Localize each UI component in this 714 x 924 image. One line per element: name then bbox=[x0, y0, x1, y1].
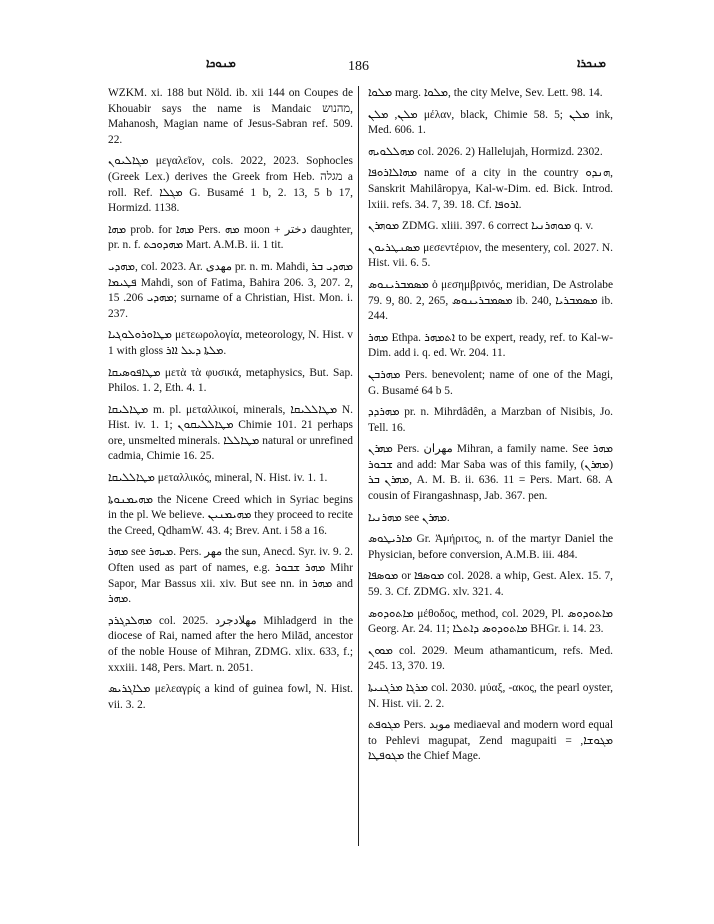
column-divider bbox=[358, 86, 359, 846]
dictionary-entry: ܡܘܘܢ col. 2029. Meum athamanticum, refs. Med. 245. 13, 370. 19. bbox=[368, 644, 613, 673]
dictionary-entry: ܡܗܪܢ Pers. مهران Mihran, a family name. See ܡܗܪ ܫܒܘܪ and add: Mar Saba was of this family, (ܡܗܪܢ) ܡܗܪܢ ܒܪ, A. M. B. ii. 636. 11 = Pers. Mart. 68. A cousin of Firangashnasp, Jab. 367. pen. bbox=[368, 443, 613, 503]
page-header bbox=[108, 56, 606, 80]
dictionary-entry: ܡܐܬܘܕܘܣ μέθοδος, method, col. 2029, Pl. ܡܐܬܘܕܘܣ Georg. Ar. 24. 11; ܡܐܬܘܕܘܣ ܕܐܬܠܐ BHGr. i. 14. 23. bbox=[368, 607, 613, 636]
dictionary-entry: ܡܗܠܕܓܪܕ col. 2025. مهلادجرد Mihladgerd in the diocese of Rai, named after the hero Milād, ancestor of the noble House of Mihran, ZDMG. xlix. 633, f.; xxxiii. 148, Pers. Mart. n. 2051. bbox=[108, 614, 353, 674]
dictionary-entry: ܡܣܢܛܪܝܘܢ μεσεντέριον, the mesentery, col. 2027. N. Hist. vii. 6. 5. bbox=[368, 241, 613, 270]
dictionary-entry: ܡܓܘܦܬ Pers. موبد mediaeval and modern word equal to Pehlevi magupat, Zend magupaiti = ܡܓܘܫܐ, ܡܓܘܦܛܐ the Chief Mage. bbox=[368, 719, 613, 763]
dictionary-entry: WZKM. xi. 188 but Nöld. ib. xii 144 on Coupes de Khouabir says the name is Mandaic מהנוש, Mahanosh, Magian name of Jesus-Sabran ref. 509. 22. bbox=[108, 87, 353, 146]
dictionary-entry: ܡܪܓܐ ܡܪܓܢܝܬܐ col. 2030. μύαξ, -ακος, the pearl oyster, N. Hist. vii. 2. 2. bbox=[368, 682, 614, 710]
dictionary-entry: ܡܗܐ prob. for ܡܗܐ Pers. ܡܗ moon + دختر daughter, pr. n. f. ܡܗܕܘܟܬ Mart. A.M.B. ii. 1 tit. bbox=[108, 223, 353, 252]
dictionary-entry: ܡܗܐܠܐܪܘܦܐ name of a city in the country ܗܢܕܘ, Sanskrit Mahilâropya, Kal-w-Dim. ed. Bick. Introd. lxiii. refs. 34. 7, 39. 18. Cf. ܐܪܘܦܐ. bbox=[368, 167, 613, 211]
dictionary-entry: ܡܠܐܓܪܝܣ μελεαγρίς a kind of guinea fowl, N. Hist. vii. 3. 2. bbox=[108, 683, 353, 711]
dictionary-entry: ܡܗܪ see ܡܝܗܪ. Pers. مهر the sun, Anecd. Syr. iv. 9. 2. Often used as part of names, e.g. ܡܗܪ ܫܒܘܪ Mihr Sapor, Mar Bassus xii. xiv. But see nn. in ܡܗܪ and ܡܗܪ. bbox=[108, 546, 354, 606]
dictionary-entry: ܡܘܗܪܢ ZDMG. xliii. 397. 6 correct ܡܘܗܪܢܝܐ q. v. bbox=[368, 220, 594, 233]
dictionary-entry: ܡܛܐܦܘܣܝܩܐ μετὰ τὰ φυσικά, metaphysics, But. Sap. Philos. 1. 2, Eth. 4. 1. bbox=[108, 366, 353, 395]
dictionary-entry: ܡܗܪܒܢ Pers. benevolent; name of one of the Magi, G. Busamé 64 b 5. bbox=[368, 368, 613, 397]
dictionary-entry: ܡܛܐܘܪܘܠܘܓܝܐ μετεωρολογία, meteorology, N. Hist. v 1 with gloss ܡܠܬܐ ܕܥܠ ܐܐܪ. bbox=[108, 329, 353, 357]
dictionary-entry: ܡܗܝܡܢܘܬܐ the Nicene Creed which in Syriac begins in the pl. We believe. ܡܗܝܡܢܝܢ they proceed to recite the Creed, QdhamW. 43. 4; Brev. Ant. i 58 a 16. bbox=[108, 493, 353, 537]
left-column bbox=[108, 86, 353, 719]
dictionary-entry: ܡܗܠܠܘܝܗ col. 2026. 2) Hallelujah, Hormizd. 2302. bbox=[368, 145, 603, 158]
page-number: 186 bbox=[348, 59, 369, 74]
dictionary-entry: ܡܛܐܠܝܩܐ m. pl. μεταλλικοί, minerals, ܡܛܐܠܠܝܩܐ N. Hist. iv. 1. 1; ܡܛܐܠܠܝܩܘܢ Chimie 101. 21 perhaps ore, unsmelted minerals. ܡܛܐܠܠܐ natural or unrefined cadmia, Chimie 16. 25. bbox=[108, 403, 354, 463]
dictionary-entry: ܡܘܣܦܐ or ܡܘܣܦܐ col. 2028. a whip, Gest. Alex. 15. 7, 59. 3. Cf. ZDMG. xlv. 321. 4. bbox=[368, 570, 613, 599]
dictionary-entry: ܡܛܐܠܠܝܩܐ μεταλλικός, mineral, N. Hist. iv. 1. 1. bbox=[108, 472, 328, 485]
dictionary-entry: ܡܗܕܝ, col. 2023. Ar. مهدی pr. n. m. Mahdi, ܡܗܕܝ ܒܪ ܦܛܝܡܐ Mahdi, son of Fatima, Bahira 206. 3, 207. 2, ܡܗܕܝ 206. 15; surname of a Christian, Hist. Mon. i. 237. bbox=[108, 260, 353, 320]
dictionary-entry: ܡܓܐܠܝܘܢ μεγαλεῖον, cols. 2022, 2023. Sophocles (Greek Lex.) derives the Greek from Heb. מגלה a roll. Ref. ܡܓܠܐ G. Busamé 1 b, 2. 13, 5 b 17, Hormizd. 1138. bbox=[108, 155, 353, 215]
dictionary-entry: ܡܗܪ Ethpa. ܐܬܡܗܪ to be expert, ready, ref. to Kal-w-Dim. add i. q. ed. Wr. 204. 11. bbox=[368, 331, 613, 360]
dictionary-entry: ܡܗܪܕܕ pr. n. Mihrdâdên, a Marzban of Nisibis, Jo. Tell. 16. bbox=[368, 406, 613, 434]
dictionary-entry: ܡܠܘܐ marg. ܡܠܘܐ, the city Melve, Sev. Lett. 98. 14. bbox=[368, 87, 603, 99]
right-column bbox=[368, 86, 613, 771]
dictionary-entry: ܡܐܪܝܛܘܣ Gr. Ἀμήριτος, n. of the martyr Daniel the Physician, before conversion, A.M.B. iii. 484. bbox=[368, 533, 613, 561]
running-head-left: ܡܢܘܟܐ bbox=[206, 56, 236, 70]
dictionary-entry: ܡܠܢ, ܡܠܢ μέλαν, black, Chimie 58. 5; ܡܠܢ ink, Med. 606. 1. bbox=[368, 108, 613, 137]
dictionary-entry: ܡܣܡܒܪܝܢܘܣ ὁ μεσημβρινός, meridian, De Astrolabe 79. 9, 80. 2, 265, ܡܣܡܒܪܝܢܘܣ ib. 240, ܡܣܡܒܪܝܐ ib. 244. bbox=[368, 278, 613, 323]
running-head-right: ܡܢܟܪܐ bbox=[577, 56, 606, 70]
dictionary-entry: ܡܗܪܢܝܐ see ܡܗܪܢ. bbox=[368, 511, 450, 524]
